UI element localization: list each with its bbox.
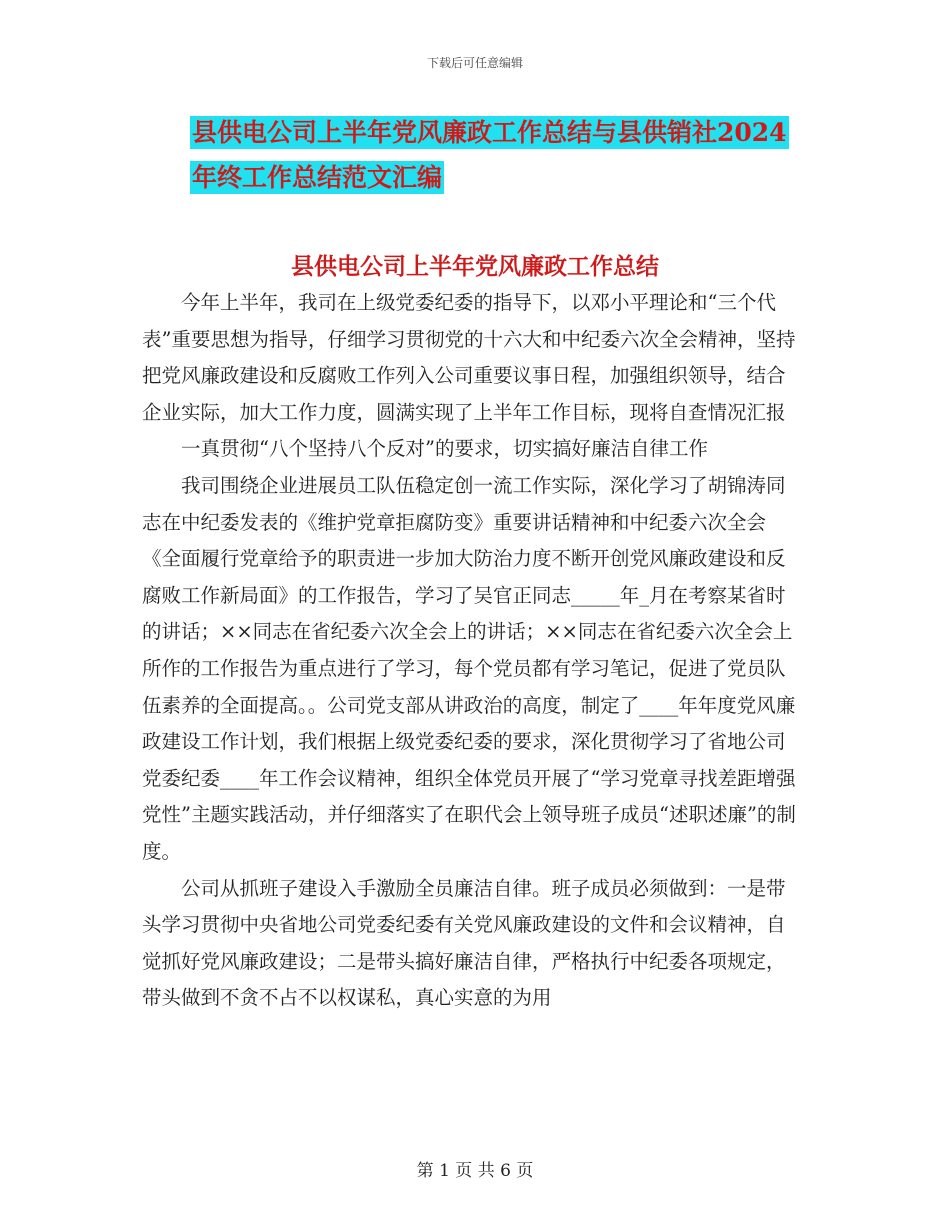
paragraph: 一真贯彻“八个坚持八个反对”的要求，切实搞好廉洁自律工作 [181, 437, 708, 461]
paragraph: 我司围绕企业进展员工队伍稳定创一流工作实际，深化学习了胡锦涛同志在中纪委发表的《维护党章拒腐防变》重要讲话精神和中纪委六次全会《全面履行党章给予的职责进一步加大防治力度不断开创党风廉政建设和反腐败工作新局面》的工作报告，学习了吴官正同志_____年_月在考察某省时的讲话；××同志在省纪委六次全会上的讲话；××同志在省纪委六次全会上所作的工作报告为重点进行了学习，每个党员都有学习笔记，促进了党员队伍素养的全面提高。。公司党支部从讲政治的高度，制定了____年年度党风廉政建设工作计划，我们根据上级党委纪委的要求，深化贯彻学习了省地公司党委纪委____年工作会议精神，组织全体党员开展了“学习党章寻找差距增强党性”主题实践活动，并仔细落实了在职代会上领导班子成员“述职述廉”的制度。 [142, 473, 796, 863]
document-title-line-1 [190, 113, 810, 149]
paragraph: 今年上半年，我司在上级党委纪委的指导下，以邓小平理论和“三个代表”重要思想为指导，仔细学习贯彻党的十六大和中纪委六次全会精神，坚持把党风廉政建设和反腐败工作列入公司重要议事日程，加强组织领导，结合企业实际，加大工作力度，圆满实现了上半年工作目标，现将自查情况汇报 [142, 291, 796, 424]
document-title-line-2 [190, 158, 810, 194]
header-note: 下载后可任意编辑 [426, 56, 523, 70]
page-number: 第 1 页 共 6 页 [416, 1161, 534, 1181]
section-title: 县供电公司上半年党风廉政工作总结 [291, 253, 659, 280]
paragraph: 公司从抓班子建设入手激励全员廉洁自律。班子成员必须做到：一是带头学习贯彻中央省地公司党委纪委有关党风廉政建设的文件和会议精神，自觉抓好党风廉政建设；二是带头搞好廉洁自律，严格执行中纪委各项规定，带头做到不贪不占不以权谋私，真心实意的为用 [142, 876, 786, 1010]
document-title-line-2-text: 年终工作总结范文汇编 [192, 163, 443, 192]
document-title-line-1-text: 县供电公司上半年党风廉政工作总结与县供销社2024 [192, 118, 787, 147]
body-text [142, 285, 802, 1017]
